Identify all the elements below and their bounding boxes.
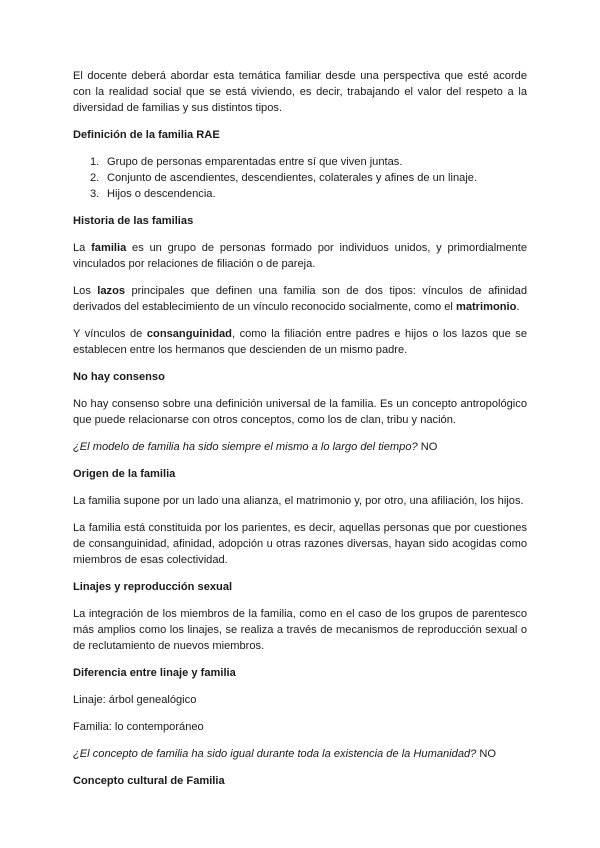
diferencia-question: ¿El concepto de familia ha sido igual durante toda la existencia de la Humanidad? NO: [73, 748, 497, 760]
heading-definicion-rae: Definición de la familia RAE: [73, 129, 220, 141]
consenso-paragraph: No hay consenso sobre una definición universal de la familia. Es un concepto antropológico que puede relacionarse con otros conceptos, como los de clan, tribu y nación.: [73, 398, 527, 426]
document-body: [73, 68, 527, 789]
heading-concepto-cultural: Concepto cultural de Familia: [73, 775, 225, 787]
origen-paragraph-1: La familia supone por un lado una alianza, el matrimonio y, por otro, una afiliación, los hijos.: [73, 495, 524, 507]
historia-paragraph-1: La familia es un grupo de personas formado por individuos unidos, y primordialmente vinculados por relaciones de filiación o de pareja.: [73, 242, 528, 270]
list-item: 1. Grupo de personas emparentadas entre sí que viven juntas.: [90, 156, 403, 168]
heading-origen: Origen de la familia: [73, 468, 176, 480]
heading-no-hay-consenso: No hay consenso: [73, 371, 165, 383]
origen-paragraph-2: La familia está constituida por los parientes, es decir, aquellas personas que por cuestiones de consanguinidad, afinidad, adopción u otras razones diversas, hayan sido acogidas como miembros de esas colectividad.: [73, 522, 527, 566]
consenso-question: ¿El modelo de familia ha sido siempre el mismo a lo largo del tiempo? NO: [73, 441, 438, 453]
historia-paragraph-3: Y vínculos de consanguinidad, como la filiación entre padres e hijos o los lazos que se establecen entre los hermanos que descienden de un mismo padre.: [73, 328, 527, 356]
heading-historia: Historia de las familias: [73, 215, 194, 227]
linaje-line: Linaje: árbol genealógico: [73, 694, 197, 706]
definition-list: [73, 154, 527, 202]
heading-diferencia: Diferencia entre linaje y familia: [73, 667, 236, 679]
list-item: 3. Hijos o descendencia.: [90, 188, 216, 200]
familia-line: Familia: lo contemporáneo: [73, 721, 204, 733]
list-item: 2. Conjunto de ascendientes, descendientes, colaterales y afines de un linaje.: [90, 172, 478, 184]
historia-paragraph-2: Los lazos principales que definen una familia son de dos tipos: vínculos de afinidad derivados del establecimiento de un vínculo reconocido socialmente, como el matrimonio.: [73, 285, 527, 313]
intro-paragraph: El docente deberá abordar esta temática familiar desde una perspectiva que esté acorde con la realidad social que se está viviendo, es decir, trabajando el valor del respeto a la diversidad de familias y sus distintos tipos.: [73, 70, 527, 114]
linajes-paragraph: La integración de los miembros de la familia, como en el caso de los grupos de parentesco más amplios como los linajes, se realiza a través de mecanismos de reproducción sexual o de reclutamiento de nuevos miembros.: [73, 608, 527, 652]
heading-linajes: Linajes y reproducción sexual: [73, 581, 233, 593]
